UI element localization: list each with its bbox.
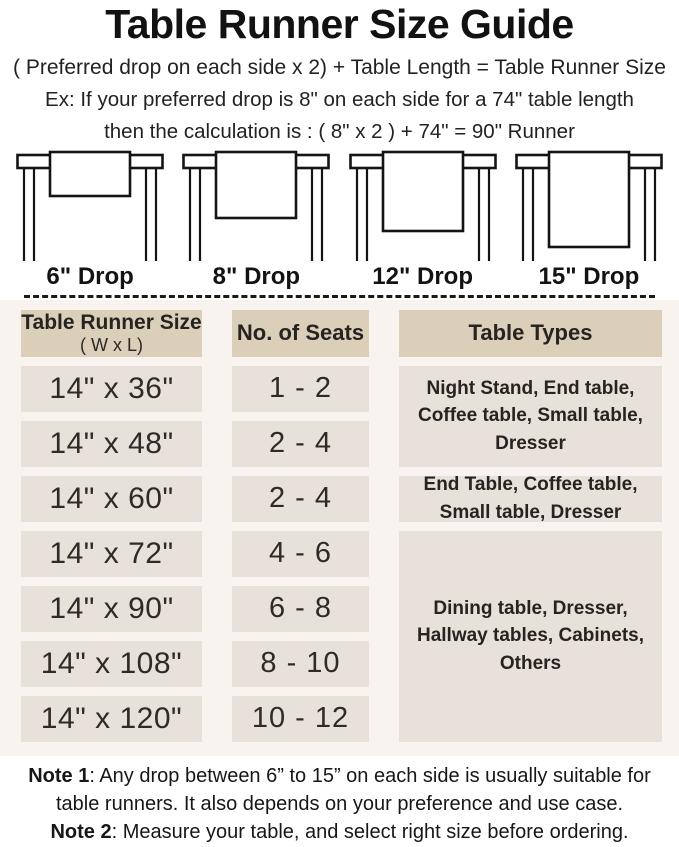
runner: [383, 152, 463, 231]
drop-label-15in: 15" Drop: [538, 262, 640, 290]
drop-label-8in: 8" Drop: [212, 262, 301, 290]
table-drawing-15in: [506, 150, 672, 264]
header-table-types: [399, 310, 662, 357]
note-2: [6, 818, 673, 846]
notes-section: [0, 756, 679, 847]
header-runner-size-sub: ( W x L): [80, 334, 143, 355]
table-types-cell: Night Stand, End table, Coffee table, Small table, Dresser: [399, 366, 662, 467]
header-runner-size: [21, 310, 202, 357]
table-types-cell: End Table, Coffee table, Small table, Dresser: [399, 476, 662, 522]
formula-text: ( Preferred drop on each side x 2) + Table Length = Table Runner Size: [13, 56, 666, 80]
header-seats: [232, 310, 369, 357]
header-table-types-label: Table Types: [468, 320, 593, 346]
example-line-2: then the calculation is : ( 8" x 2 ) + 74" = 90" Runner: [104, 120, 575, 144]
runner: [216, 152, 296, 218]
note-2-label: Note 2: [50, 821, 112, 844]
seats-cell: 1 - 2: [232, 366, 369, 412]
size-cell: 14" x 108": [21, 641, 202, 687]
seats-cell: 2 - 4: [232, 476, 369, 522]
seats-cell: 4 - 6: [232, 531, 369, 577]
drop-label-12in: 12" Drop: [372, 262, 473, 290]
runner: [50, 152, 130, 196]
note-1-text: : Any drop between 6” to 15” on each side is usually suitable for table runners. It also depends on your preference and use case.: [55, 764, 651, 816]
header-runner-size-title: Table Runner Size: [21, 311, 202, 335]
note-1: [6, 762, 673, 819]
size-table: [0, 300, 679, 756]
seats-cell: 2 - 4: [232, 421, 369, 467]
size-cell: 14" x 48": [21, 421, 202, 467]
page-title: Table Runner Size Guide: [105, 1, 574, 47]
note-2-text: : Measure your table, and select right size before ordering.: [111, 821, 629, 844]
dashed-divider: [24, 295, 655, 298]
size-cell: 14" x 36": [21, 366, 202, 412]
note-1-label: Note 1: [28, 764, 90, 787]
size-cell: 14" x 120": [21, 696, 202, 742]
header-section: [0, 0, 679, 146]
seats-cell: 8 - 10: [232, 641, 369, 687]
header-seats-label: No. of Seats: [236, 320, 365, 346]
drop-label-6in: 6" Drop: [46, 262, 134, 290]
table-drawing-12in: [340, 150, 506, 264]
drop-illustrations: [0, 146, 679, 264]
seats-cell: 10 - 12: [232, 696, 369, 742]
example-line-1: Ex: If your preferred drop is 8" on each side for a 74" table length: [45, 88, 634, 112]
seats-cell: 6 - 8: [232, 586, 369, 632]
size-cell: 14" x 72": [21, 531, 202, 577]
runner: [549, 152, 629, 247]
table-drawing-8in: [173, 150, 339, 264]
drop-labels-row: [0, 263, 679, 291]
size-cell: 14" x 90": [21, 586, 202, 632]
table-drawing-6in: [7, 150, 173, 264]
size-cell: 14" x 60": [21, 476, 202, 522]
table-types-cell: Dining table, Dresser, Hallway tables, Cabinets, Others: [399, 531, 662, 742]
